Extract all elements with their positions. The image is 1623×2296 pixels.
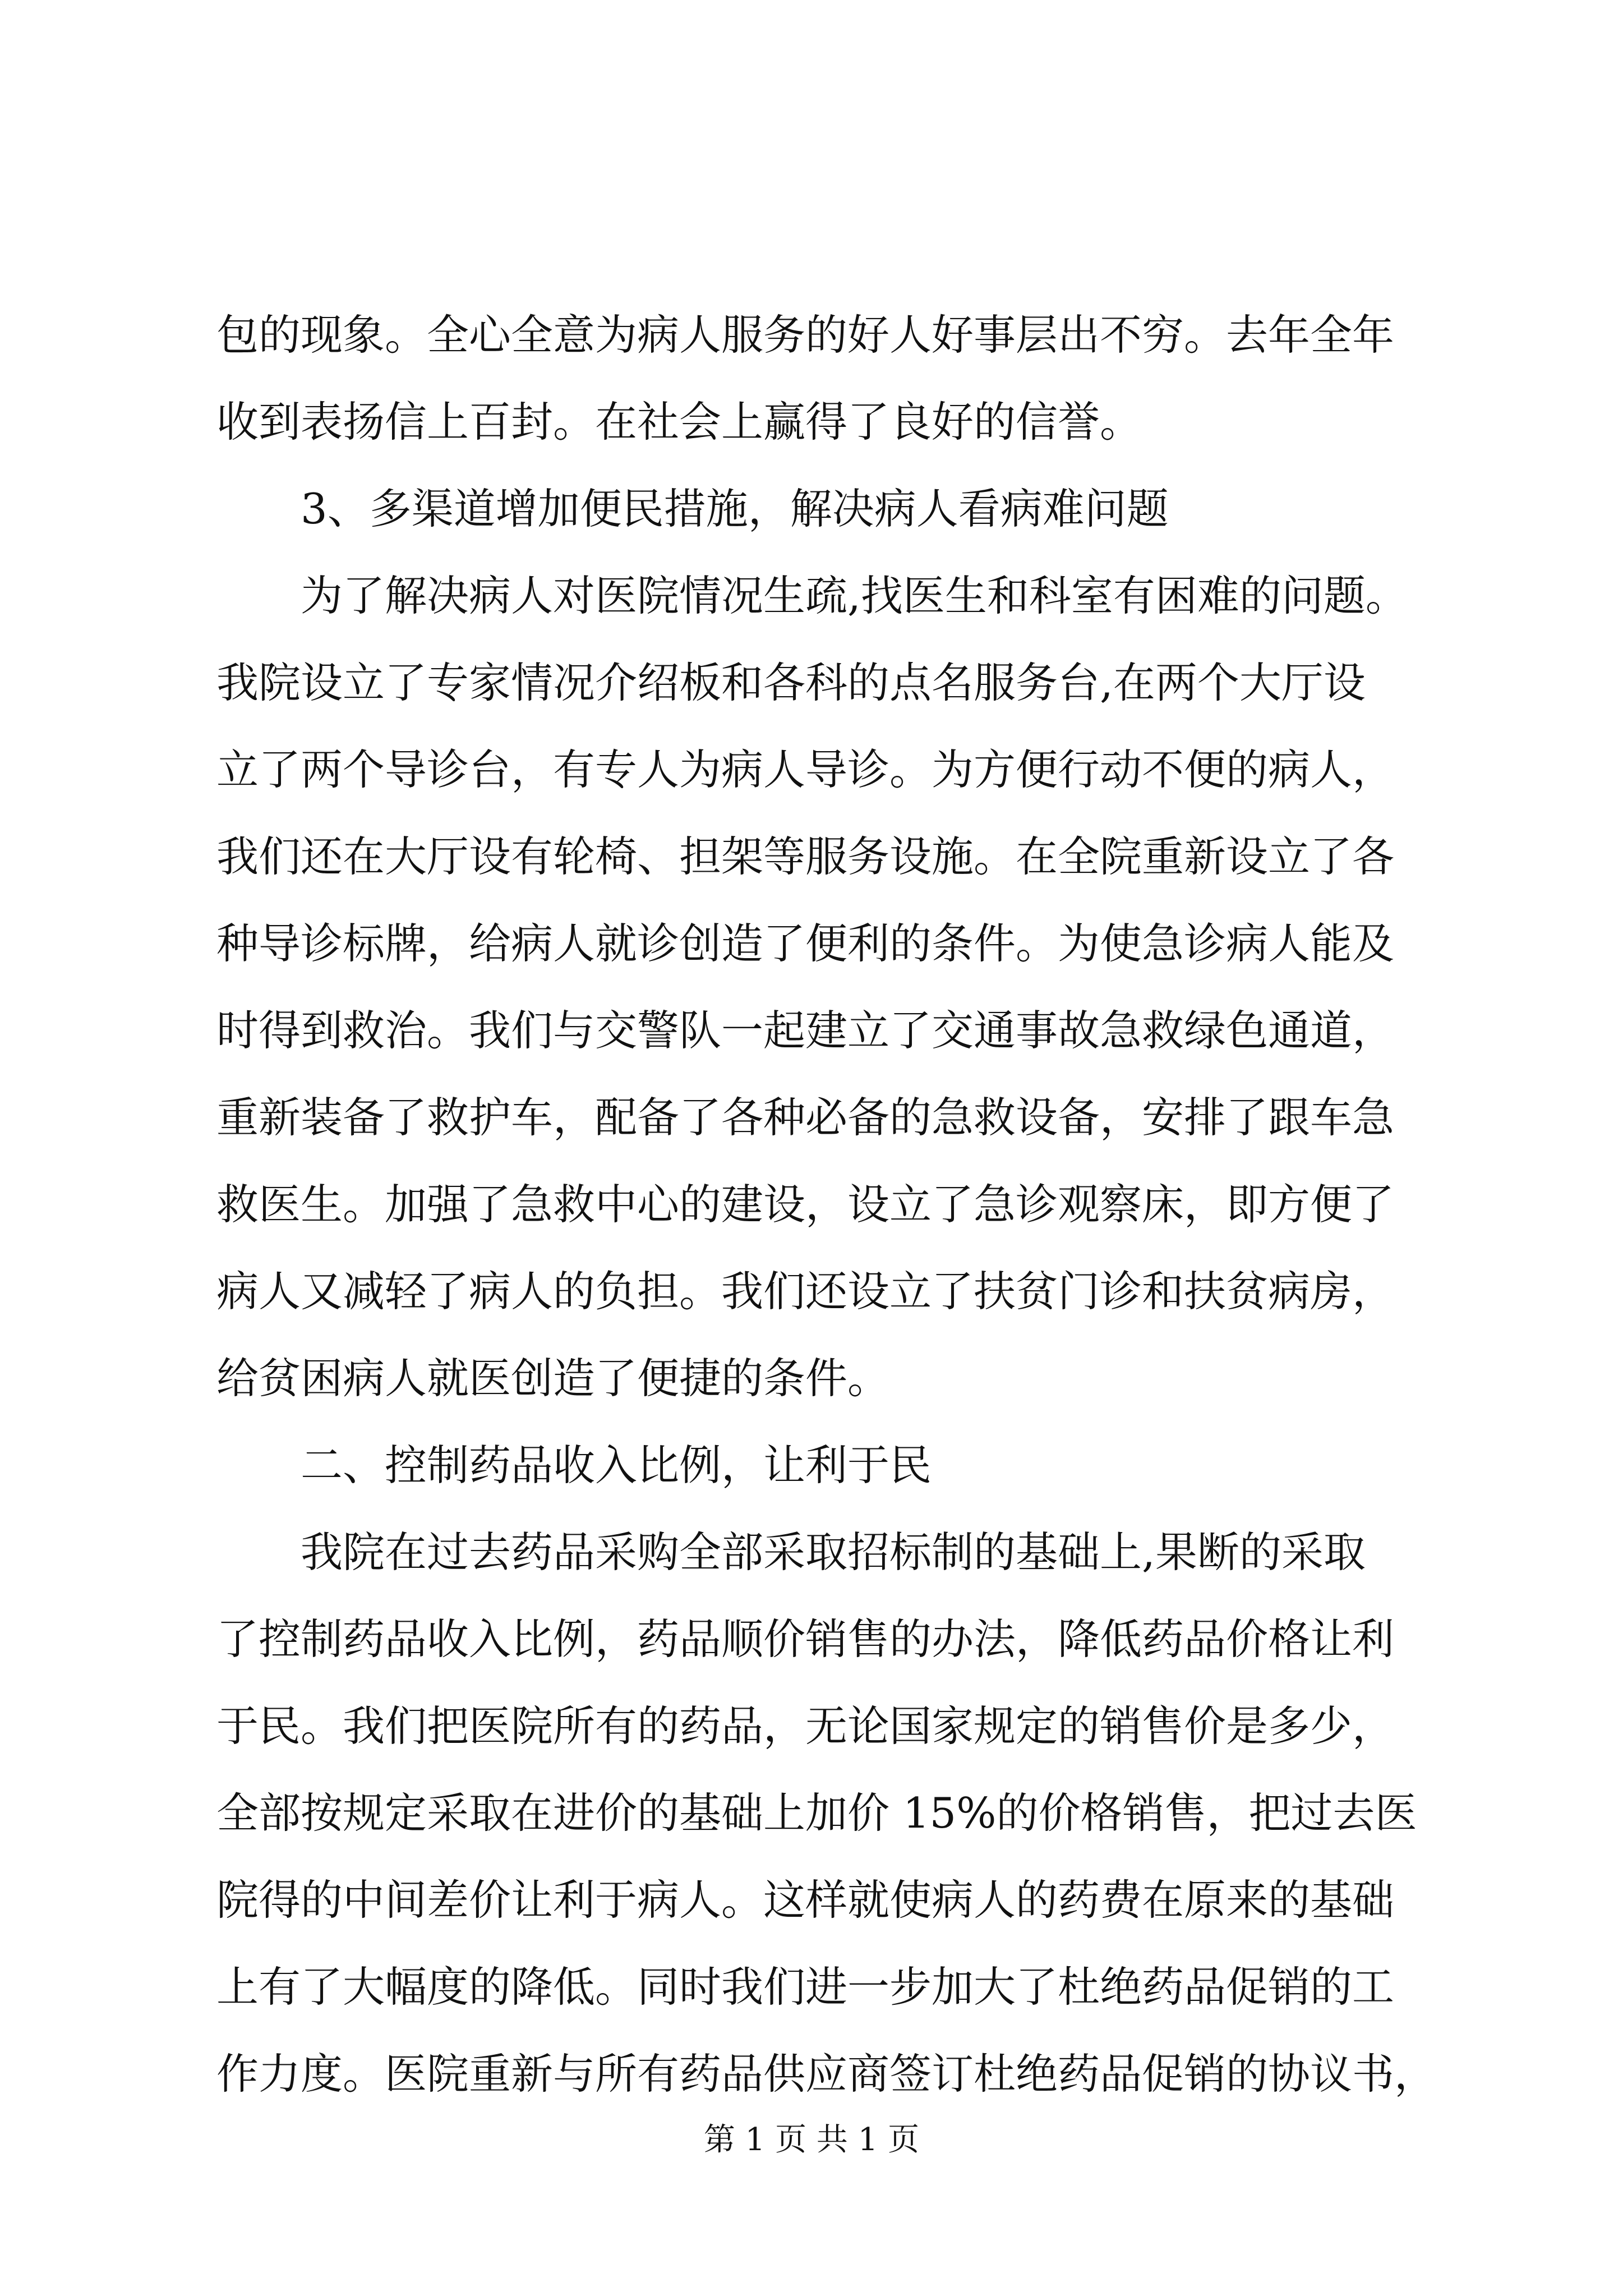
document-body: [216, 292, 1437, 2118]
text-line: 我院在过去药品采购全部采取招标制的基础上,果断的采取: [301, 1527, 1366, 1577]
text-line: 3、多渠道增加便民措施，解决病人看病难问题: [301, 484, 1169, 533]
text-line: 重新装备了救护车，配备了各种必备的急救设备，安排了跟车急: [216, 1093, 1395, 1142]
text-line: 全部按规定采取在进价的基础上加价 15%的价格销售，把过去医: [216, 1788, 1417, 1838]
text-line: 二、控制药品收入比例，让利于民: [301, 1441, 932, 1490]
text-line: 时得到救治。我们与交警队一起建立了交通事故急救绿色通道，: [216, 1006, 1395, 1055]
text-line: 救医生。加强了急救中心的建设，设立了急诊观察床，即方便了: [216, 1180, 1395, 1229]
text-line: 包的现象。全心全意为病人服务的好人好事层出不穷。去年全年: [216, 310, 1395, 360]
text-line: 种导诊标牌，给病人就诊创造了便利的条件。为使急诊病人能及: [216, 919, 1395, 968]
text-line: 为了解决病人对医院情况生疏,找医生和科室有困难的问题。: [301, 571, 1408, 620]
text-line: 上有了大幅度的降低。同时我们进一步加大了杜绝药品促销的工: [216, 1962, 1395, 2012]
text-line: 院得的中间差价让利于病人。这样就使病人的药费在原来的基础: [216, 1875, 1395, 1925]
text-line: 我院设立了专家情况介绍板和各科的点名服务台,在两个大厅设: [216, 658, 1366, 707]
text-line: 病人又减轻了病人的负担。我们还设立了扶贫门诊和扶贫病房，: [216, 1267, 1395, 1316]
text-line: 立了两个导诊台，有专人为病人导诊。为方便行动不便的病人，: [216, 745, 1395, 794]
text-line: 我们还在大厅设有轮椅、担架等服务设施。在全院重新设立了各: [216, 832, 1395, 881]
text-line: 收到表扬信上百封。在社会上赢得了良好的信誉。: [216, 397, 1142, 447]
page-footer: 第 1 页 共 1 页: [703, 2122, 920, 2158]
text-line: 了控制药品收入比例，药品顺价销售的办法，降低药品价格让利: [216, 1614, 1395, 1664]
text-line: 作力度。医院重新与所有药品供应商签订杜绝药品促销的协议书，: [216, 2049, 1437, 2099]
text-line: 于民。我们把医院所有的药品，无论国家规定的销售价是多少，: [216, 1701, 1395, 1751]
text-line: 给贫困病人就医创造了便捷的条件。: [216, 1354, 890, 1403]
